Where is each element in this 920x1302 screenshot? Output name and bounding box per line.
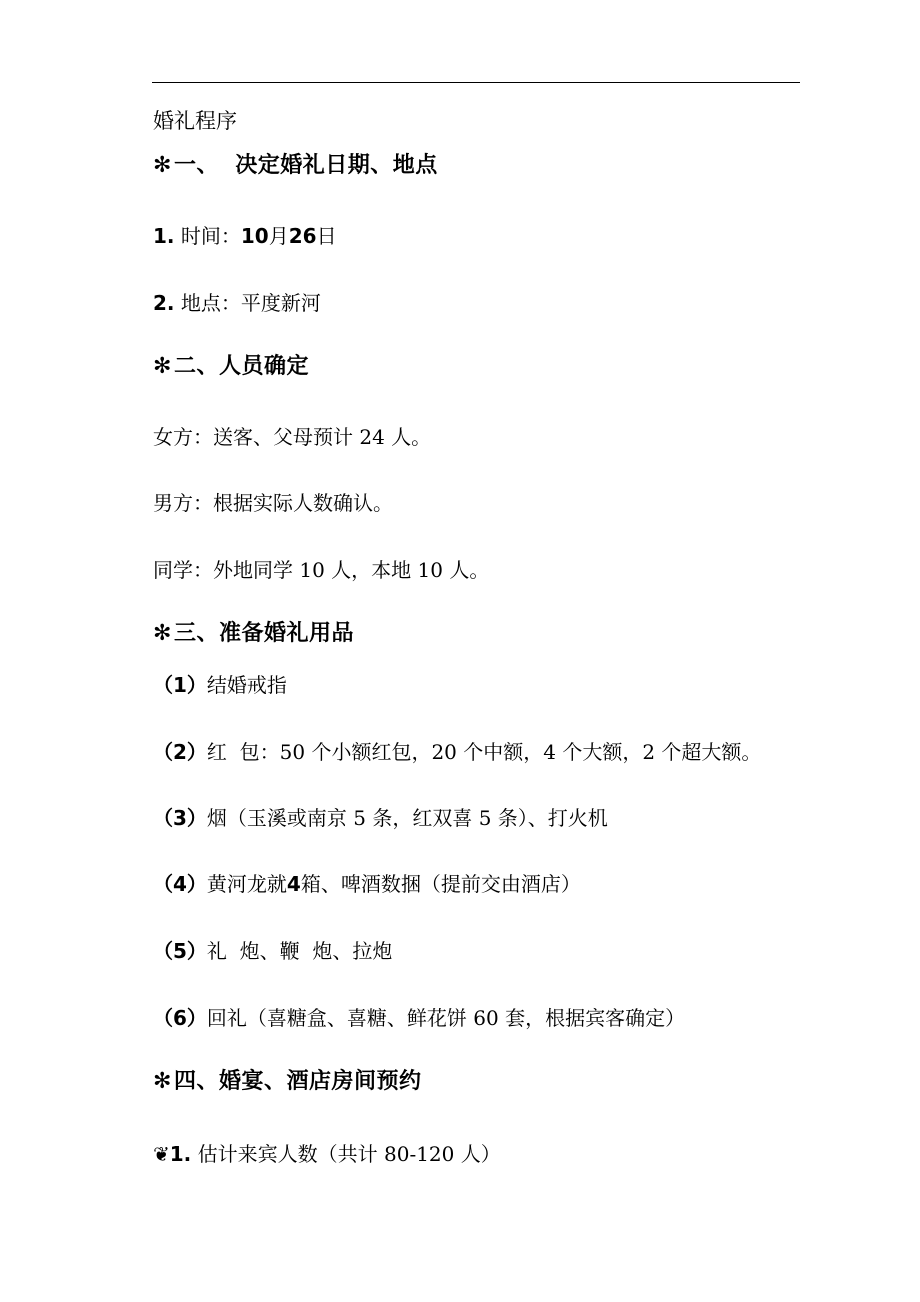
guests-bride-side: 女方：送客、父母预计 24 人。 [153,425,432,449]
item-label: 时间： [180,224,241,248]
item-text: 黄河龙就 [206,872,287,896]
asterisk-icon: ✻ [153,354,172,379]
item-text: 估计来宾人数（共计 80-120 人） [197,1142,501,1166]
item-number: （3） [153,806,207,830]
section-4-title: 四、婚宴、酒店房间预约 [173,1069,422,1094]
asterisk-icon: ✻ [153,621,172,646]
item-location [153,290,321,316]
asterisk-icon: ✻ [153,1069,172,1094]
item-text: 结婚戒指 [206,673,287,697]
section-2-title: 二、人员确定 [173,354,309,379]
item-quantity: 4 [286,872,301,896]
floral-heart-icon: ❦ [153,1142,170,1166]
item-text-rest: 箱、啤酒数捆（提前交由酒店） [300,872,581,896]
supply-item [153,805,608,831]
item-number: （4） [153,872,207,896]
section-1-title: 一、 决定婚礼日期、地点 [173,153,438,178]
date-day: 26 [288,224,317,248]
supply-item [153,871,581,897]
asterisk-icon: ✻ [153,153,172,178]
guests-groom-side: 男方：根据实际人数确认。 [153,491,393,515]
item-text: 礼 炮、鞭 炮、拉炮 [206,939,393,963]
item-number: （6） [153,1006,207,1030]
item-number: （1） [153,673,207,697]
item-number: （2） [153,740,207,764]
date-day-unit: 日 [316,224,337,248]
item-number: （5） [153,939,207,963]
banquet-item [153,1141,501,1167]
item-number: 1. [169,1142,192,1166]
item-date [153,223,337,249]
section-2-heading [153,354,309,380]
supply-item [153,938,392,964]
item-text: 红 包：50 个小额红包，20 个中额，4 个大额，2 个超大额。 [206,740,762,764]
supply-item [153,1005,685,1031]
section-4-heading [153,1069,421,1095]
item-text: 回礼（喜糖盒、喜糖、鲜花饼 60 套，根据宾客确定） [206,1006,686,1030]
section-3-title: 三、准备婚礼用品 [173,621,354,646]
item-number: 1. [153,224,175,248]
header-rule [152,82,800,83]
section-1-heading [153,153,438,179]
document-title: 婚礼程序 [153,109,237,133]
supply-item [153,739,761,765]
guests-classmates: 同学：外地同学 10 人，本地 10 人。 [153,558,490,582]
item-text: 地点：平度新河 [180,291,321,315]
supply-item [153,672,287,698]
item-text: 烟（玉溪或南京 5 条，红双喜 5 条）、打火机 [206,806,608,830]
section-3-heading [153,621,354,647]
date-month: 10 [240,224,269,248]
item-number: 2. [153,291,175,315]
date-month-unit: 月 [268,224,289,248]
